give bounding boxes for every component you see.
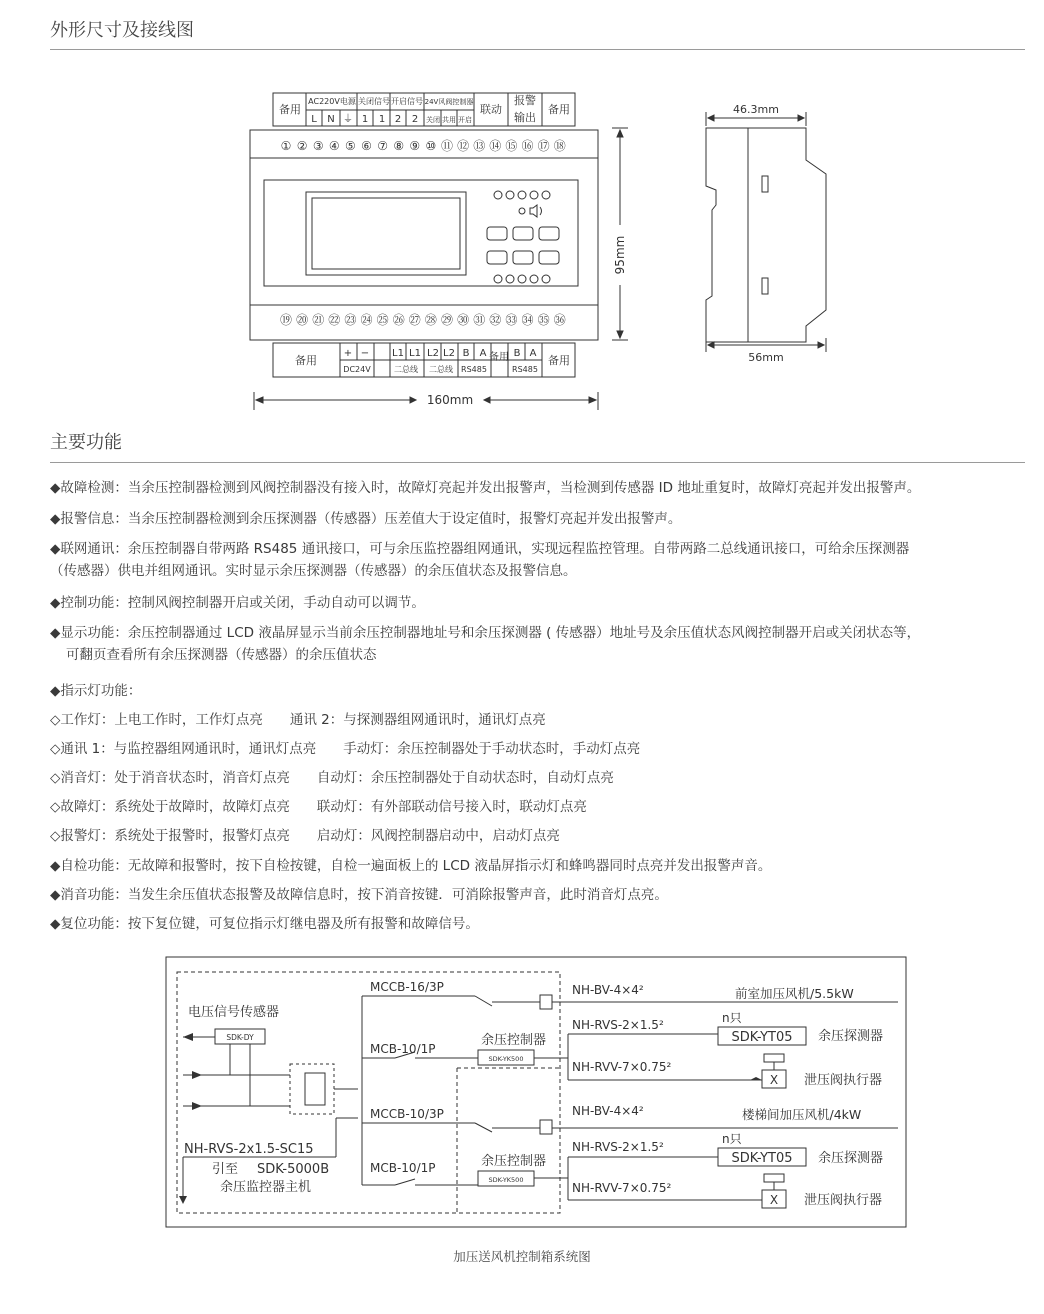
function-label: 故障灯： [60,799,115,815]
top-terminal-label: 1 [361,114,369,125]
fan2-label: 楼梯间加压风机/4kW [742,1107,862,1122]
bottom-group-label: 二总线 [394,365,418,374]
controller2-model: SDK-YK500 [488,1176,524,1184]
diamond-bullet-icon: ◆ [50,858,61,874]
host-model: SDK-5000B [257,1162,330,1177]
bottom-group-label: DC24V [343,365,371,374]
bottom-terminal-label: L1 [392,348,404,359]
function-label: 故障检测： [60,480,128,496]
detector-label-2: 余压探测器 [818,1151,884,1166]
function-label: 联网通讯： [60,541,128,557]
function-text: 控制风阀控制器开启或关闭，手动自动可以调节。 [127,595,425,611]
function-label: 指示灯功能： [60,683,142,699]
diamond-bullet-icon: ◆ [50,683,61,699]
count-2: n只 [722,1132,742,1146]
sensor-model: SDK-DY [226,1033,254,1042]
terminal-number-icon: ㉖ [392,313,405,327]
valve-label-2: 泄压阀执行器 [804,1193,883,1208]
diamond-bullet-icon: ◆ [50,625,61,641]
valve-label-1: 泄压阀执行器 [804,1073,883,1088]
top-group-label: 24V风阀控制器 [424,98,474,106]
side-base-dimension: 56mm [748,351,784,364]
lead-to-label: 引至 [212,1162,239,1177]
terminal-number-icon: ⑳ [296,313,309,327]
terminal-number-icon: ㉞ [521,313,534,327]
valve-symbol-2: X [769,1193,779,1207]
function-text: 与监控器组网通讯时，通讯灯点亮 手动灯：余压控制器处于手动状态时，手动灯点亮 [113,741,641,757]
terminal-number-icon: ⑦ [377,139,388,153]
terminal-number-icon: ⑨ [409,139,421,153]
cable-valve-1: NH-RVV-7×0.75² [572,1060,672,1074]
count-1: n只 [722,1011,742,1025]
terminal-number-icon: ㉑ [312,313,325,327]
function-text: 系统处于故障时，故障灯点亮 联动灯：有外部联动信号接入时，联动灯点亮 [114,799,587,815]
controller1-label: 余压控制器 [481,1033,547,1048]
function-text: 当发生余压值状态报警及故障信息时，按下消音按键．可消除报警声音，此时消音灯点亮。 [127,887,668,903]
cable-valve-2: NH-RVV-7×0.75² [572,1181,672,1195]
cable-sensor-1: NH-RVS-2×1.5² [572,1018,664,1032]
function-label: 自检功能： [60,858,128,874]
bottom-terminal-label: + [343,348,353,359]
top-group-label: 备用 [548,103,570,116]
bottom-terminal-label: B [513,348,521,359]
function-text-continued: （传感器）供电并组网通讯。实时显示余压探测器（传感器）的余压值状态及报警信息。 [50,563,577,579]
terminal-number-icon: ⑭ [489,139,502,153]
terminal-number-icon: ⑲ [279,313,293,327]
top-group-label: 关闭信号 [358,97,390,106]
diamond-bullet-icon: ◆ [50,541,61,557]
function-text: 当余压控制器检测到风阀控制器没有接入时，故障灯亮起并发出报警声，当检测到传感器 ID 地址重复时，故障灯亮起并发出报警声。 [127,480,921,496]
height-dimension: 95mm [613,235,627,275]
top-terminal-label: 2 [394,114,402,125]
diamond-bullet-icon: ◆ [50,595,61,611]
terminal-number-icon: ⑪ [440,139,454,153]
terminal-number-icon: ㉟ [537,313,550,327]
function-text: 当余压控制器检测到余压探测器（传感器）压差值大于设定值时，报警灯亮起并发出报警声。 [127,511,682,527]
terminal-number-icon: ③ [312,139,324,153]
bottom-group-label: 二总线 [429,365,453,374]
mcb1-label: MCB-10/1P [370,1042,436,1056]
terminal-number-icon: ⑩ [425,139,437,153]
function-text: 系统处于报警时，报警灯点亮 启动灯：风阀控制器启动中，启动灯点亮 [114,828,560,844]
bottom-terminal-label: B [462,348,470,359]
bottom-terminal-label: L1 [409,348,421,359]
controller1-model: SDK-YK500 [488,1055,524,1063]
top-group-label: 输出 [514,111,536,124]
terminal-number-icon: ㉚ [457,313,470,327]
function-label: 通讯 1： [60,741,114,757]
terminal-number-icon: ⑱ [553,139,566,153]
terminal-number-icon: ⑮ [505,139,518,153]
section-title-functions: 主要功能 [50,432,122,453]
terminal-number-icon: ㉒ [328,313,341,327]
width-dimension: 160mm [426,393,474,407]
top-group-label: 备用 [279,103,301,116]
detector-label-1: 余压探测器 [818,1029,884,1044]
bottom-group-label: 备用 [548,354,570,367]
section-title-dimensions: 外形尺寸及接线图 [50,20,194,41]
terminal-number-icon: ⑧ [393,139,405,153]
cable-power-1: NH-BV-4×4² [572,983,644,997]
terminal-number-icon: ㊱ [553,313,566,327]
diagram-caption: 加压送风机控制箱系统图 [453,1249,591,1264]
top-terminal-label: N [327,114,335,125]
mccb1-label: MCCB-16/3P [370,980,444,994]
function-text: 余压控制器自带两路 RS485 通讯接口，可与余压监控器组网通讯，实现远程监控管理。自带两路二总线通讯接口，可给余压探测器 [127,541,910,557]
terminal-number-icon: ㉔ [360,313,373,327]
terminal-number-icon: ㉙ [440,313,454,327]
hollow-diamond-bullet-icon: ◇ [50,712,61,728]
terminal-number-icon: ㉘ [424,313,437,327]
function-text: 按下复位键，可复位指示灯继电器及所有报警和故障信号。 [127,916,479,932]
hollow-diamond-bullet-icon: ◇ [50,741,61,757]
detector-model-2: SDK-YT05 [731,1151,793,1166]
top-terminal-label: L [311,114,317,125]
top-group-label: AC220V电源 [308,97,356,106]
mcb2-label: MCB-10/1P [370,1161,436,1175]
terminal-number-icon: ㉝ [505,313,518,327]
terminal-number-icon: ⑫ [457,139,470,153]
mccb2-label: MCCB-10/3P [370,1107,444,1121]
function-label: 显示功能： [60,625,128,641]
bottom-group-label: 备用 [295,354,317,367]
terminal-number-icon: ① [280,139,292,153]
terminal-number-icon: ⑰ [537,139,550,153]
top-terminal-label: 开启 [458,116,472,124]
bottom-terminal-label: L2 [443,348,455,359]
top-terminal-label: 1 [378,114,386,125]
bottom-group-label: RS485 [512,365,538,374]
terminal-number-icon: ㉜ [489,313,502,327]
sensor-title: 电压信号传感器 [188,1005,280,1020]
top-terminal-label: 关闭 [426,116,440,124]
function-text: 无故障和报警时，按下自检按键，自检一遍面板上的 LCD 液晶屏指示灯和蜂鸣器同时点亮并发出报警声音。 [127,858,772,874]
terminal-number-icon: ⑬ [473,139,486,153]
function-label: 消音灯： [60,770,115,786]
function-label: 报警信息： [60,511,128,527]
bottom-terminal-label: A [479,348,487,359]
function-label: 复位功能： [60,916,128,932]
terminal-number-icon: ㉗ [408,313,421,327]
side-depth-dimension: 46.3mm [733,103,779,116]
hollow-diamond-bullet-icon: ◇ [50,799,61,815]
terminal-number-icon: ⑤ [345,139,356,153]
terminal-number-icon: ② [296,139,308,153]
top-terminal-label: ⏚ [343,114,353,125]
diamond-bullet-icon: ◆ [50,511,61,527]
terminal-number-icon: ㉛ [473,313,486,327]
terminal-number-icon: ㉕ [376,313,389,327]
function-text-continued: 可翻页查看所有余压探测器（传感器）的余压值状态 [66,647,377,663]
controller2-label: 余压控制器 [481,1154,547,1169]
bottom-terminal-label: A [529,348,537,359]
top-group-label: 联动 [480,103,502,116]
diamond-bullet-icon: ◆ [50,887,61,903]
terminal-number-icon: ㉓ [344,313,357,327]
top-terminal-label: 共用 [442,116,456,124]
bottom-terminal-label: L2 [427,348,439,359]
function-label: 报警灯： [60,828,115,844]
cable-sensor-2: NH-RVS-2×1.5² [572,1140,664,1154]
function-text: 上电工作时，工作灯点亮 通讯 2：与探测器组网通讯时，通讯灯点亮 [114,712,546,728]
valve-symbol-1: X [769,1073,779,1087]
terminal-number-icon: ④ [328,139,340,153]
function-label: 控制功能： [60,595,128,611]
function-label: 消音功能： [60,887,128,903]
main-cable-label: NH-RVS-2x1.5-SC15 [184,1142,314,1157]
bottom-terminal-label: − [360,348,370,359]
top-group-label: 开启信号 [391,97,423,106]
bottom-spare-label: 备用 [489,352,509,363]
host-label: 余压监控器主机 [220,1180,312,1195]
function-text: 余压控制器通过 LCD 液晶屏显示当前余压控制器地址号和余压探测器 ( 传感器）地址号及余压值状态风阀控制器开启或关闭状态等， [127,625,921,641]
bottom-group-label: RS485 [461,365,487,374]
hollow-diamond-bullet-icon: ◇ [50,770,61,786]
function-text: 处于消音状态时，消音灯点亮 自动灯：余压控制器处于自动状态时，自动灯点亮 [114,770,614,786]
hollow-diamond-bullet-icon: ◇ [50,828,61,844]
detector-model-1: SDK-YT05 [731,1030,793,1045]
top-terminal-label: 2 [411,114,419,125]
diamond-bullet-icon: ◆ [50,916,61,932]
function-label: 工作灯： [60,712,115,728]
fan1-label: 前室加压风机/5.5kW [735,986,854,1001]
cable-power-2: NH-BV-4×4² [572,1104,644,1118]
terminal-number-icon: ⑥ [361,139,372,153]
top-group-label: 报警 [514,94,536,107]
diamond-bullet-icon: ◆ [50,480,61,496]
terminal-number-icon: ⑯ [521,139,534,153]
